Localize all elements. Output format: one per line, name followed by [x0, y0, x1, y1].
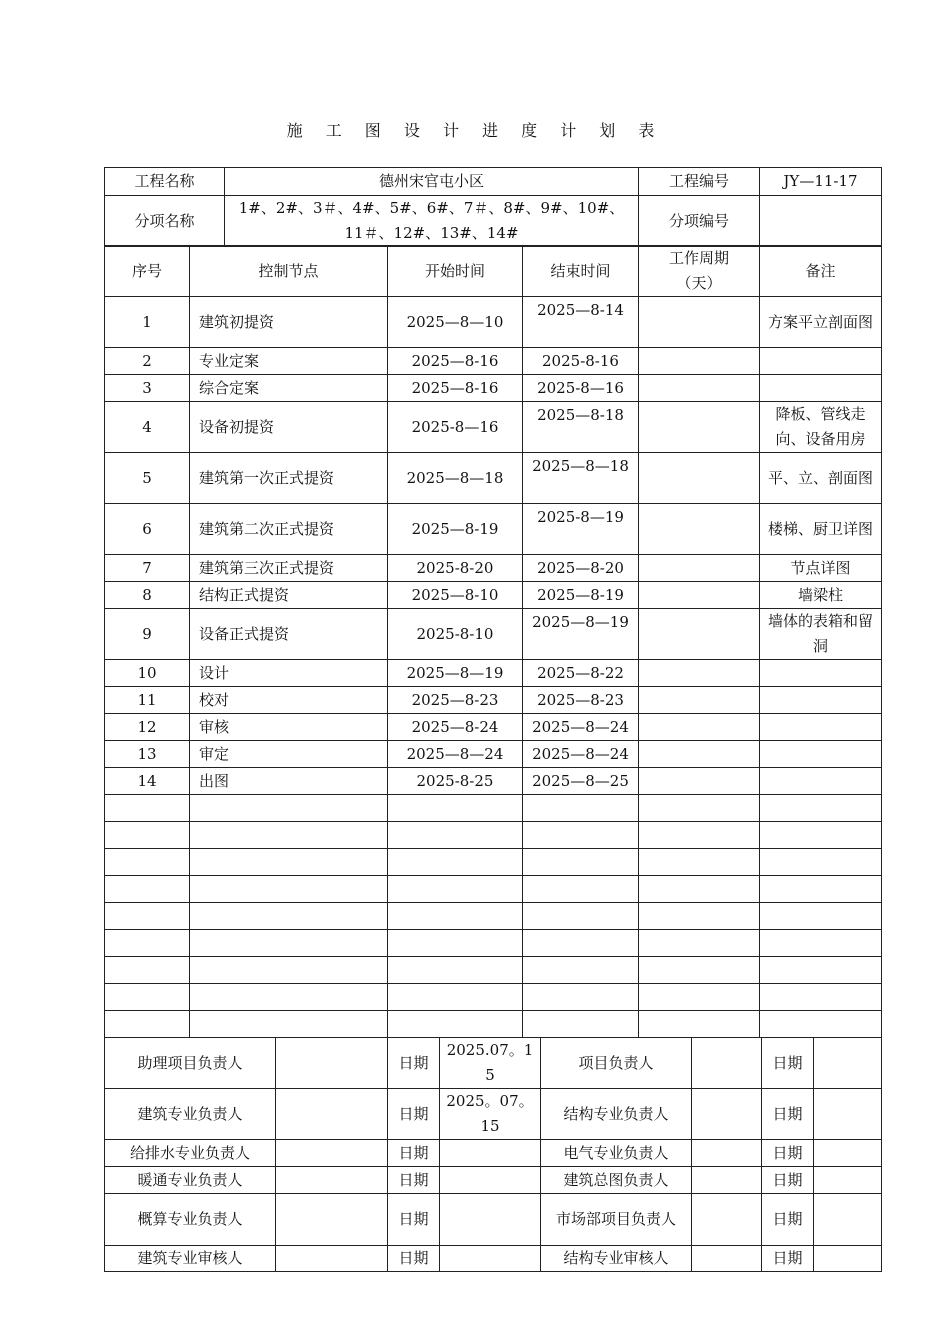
- row-seq: 7: [105, 555, 190, 582]
- empty-cell: [388, 930, 523, 957]
- col-node: 控制节点: [190, 246, 388, 297]
- row-start-time: 2025-8-20: [388, 555, 523, 582]
- empty-row: [105, 849, 882, 876]
- row-control-node: 审核: [190, 714, 388, 741]
- row-work-period: [639, 375, 760, 402]
- empty-row: [105, 930, 882, 957]
- row-start-time: 2025—8—10: [388, 297, 523, 348]
- table-row: [105, 660, 882, 687]
- row-end-time: 2025-8—16: [523, 375, 639, 402]
- table-row: [105, 582, 882, 609]
- signoff-date-label: 日期: [762, 1167, 814, 1194]
- empty-cell: [190, 876, 388, 903]
- row-control-node: 校对: [190, 687, 388, 714]
- row-work-period: [639, 453, 760, 504]
- empty-cell: [760, 876, 882, 903]
- row-control-node: 审定: [190, 741, 388, 768]
- signoff-date: [814, 1167, 882, 1194]
- signoff-date-label: 日期: [388, 1167, 440, 1194]
- empty-cell: [523, 795, 639, 822]
- row-control-node: 出图: [190, 768, 388, 795]
- row-remark: 节点详图: [760, 555, 882, 582]
- row-control-node: 综合定案: [190, 375, 388, 402]
- row-remark: [760, 348, 882, 375]
- signoff-signature: [276, 1167, 388, 1194]
- empty-cell: [760, 984, 882, 1011]
- row-end-time: 2025-8—19: [523, 504, 639, 555]
- row-start-time: 2025—8—18: [388, 453, 523, 504]
- signoff-signature: [276, 1194, 388, 1246]
- signoff-signature: [276, 1038, 388, 1089]
- row-remark: [760, 375, 882, 402]
- empty-cell: [190, 849, 388, 876]
- empty-cell: [523, 984, 639, 1011]
- empty-cell: [639, 1011, 760, 1038]
- table-row: [105, 297, 882, 348]
- empty-cell: [639, 984, 760, 1011]
- empty-cell: [639, 930, 760, 957]
- row-control-node: 建筑第二次正式提资: [190, 504, 388, 555]
- table-row: [105, 768, 882, 795]
- signoff-date: 2025。07。15: [440, 1089, 541, 1140]
- col-period: 工作周期（天）: [639, 246, 760, 297]
- empty-cell: [760, 795, 882, 822]
- empty-cell: [190, 822, 388, 849]
- row-seq: 1: [105, 297, 190, 348]
- signoff-role: 助理项目负责人: [105, 1038, 276, 1089]
- signoff-date-label: 日期: [388, 1140, 440, 1167]
- empty-cell: [388, 903, 523, 930]
- signoff-signature: [692, 1167, 762, 1194]
- signoff-date-label: 日期: [762, 1246, 814, 1272]
- project-no-label: 工程编号: [639, 168, 760, 196]
- row-start-time: 2025—8-16: [388, 348, 523, 375]
- column-header-row: [105, 246, 882, 297]
- empty-cell: [388, 984, 523, 1011]
- row-control-node: 结构正式提资: [190, 582, 388, 609]
- row-end-time: 2025—8-18: [523, 402, 639, 453]
- signoff-role: 项目负责人: [541, 1038, 692, 1089]
- signoff-signature: [692, 1140, 762, 1167]
- row-end-time: 2025—8-23: [523, 687, 639, 714]
- col-remark: 备注: [760, 246, 882, 297]
- empty-cell: [105, 822, 190, 849]
- row-work-period: [639, 348, 760, 375]
- empty-cell: [388, 822, 523, 849]
- table-row: [105, 402, 882, 453]
- empty-cell: [760, 1011, 882, 1038]
- row-end-time: 2025—8—24: [523, 741, 639, 768]
- header-table: [104, 167, 882, 247]
- empty-cell: [190, 795, 388, 822]
- empty-cell: [105, 930, 190, 957]
- row-remark: 降板、管线走向、设备用房: [760, 402, 882, 453]
- signoff-signature: [692, 1194, 762, 1246]
- row-control-node: 建筑第一次正式提资: [190, 453, 388, 504]
- schedule-table: [104, 245, 882, 1038]
- row-work-period: [639, 555, 760, 582]
- page-title: 施 工 图 设 计 进 度 计 划 表: [286, 121, 664, 140]
- row-seq: 14: [105, 768, 190, 795]
- table-row: [105, 714, 882, 741]
- row-seq: 11: [105, 687, 190, 714]
- empty-cell: [639, 849, 760, 876]
- empty-cell: [388, 876, 523, 903]
- empty-cell: [760, 903, 882, 930]
- signoff-role: 建筑专业审核人: [105, 1246, 276, 1272]
- empty-cell: [190, 984, 388, 1011]
- row-remark: [760, 714, 882, 741]
- row-end-time: 2025—8-14: [523, 297, 639, 348]
- row-work-period: [639, 402, 760, 453]
- row-seq: 2: [105, 348, 190, 375]
- row-control-node: 设备正式提资: [190, 609, 388, 660]
- table-row: [105, 555, 882, 582]
- table-row: [105, 609, 882, 660]
- signoff-role: 建筑总图负责人: [541, 1167, 692, 1194]
- signoff-role: 建筑专业负责人: [105, 1089, 276, 1140]
- empty-cell: [639, 795, 760, 822]
- row-work-period: [639, 660, 760, 687]
- signoff-date: [440, 1194, 541, 1246]
- table-row: [105, 504, 882, 555]
- empty-cell: [760, 957, 882, 984]
- signoff-signature: [692, 1038, 762, 1089]
- signoff-date-label: 日期: [388, 1246, 440, 1272]
- row-start-time: 2025—8-10: [388, 582, 523, 609]
- row-work-period: [639, 768, 760, 795]
- row-seq: 3: [105, 375, 190, 402]
- row-start-time: 2025—8-19: [388, 504, 523, 555]
- signoff-date: [814, 1089, 882, 1140]
- signoff-signature: [276, 1140, 388, 1167]
- row-end-time: 2025—8-19: [523, 582, 639, 609]
- empty-row: [105, 795, 882, 822]
- signoff-role: 概算专业负责人: [105, 1194, 276, 1246]
- sub-no: [760, 196, 882, 247]
- signoff-date: [814, 1038, 882, 1089]
- empty-cell: [523, 822, 639, 849]
- row-work-period: [639, 504, 760, 555]
- signoff-date: [440, 1167, 541, 1194]
- row-start-time: 2025—8-16: [388, 375, 523, 402]
- signoff-date: [440, 1140, 541, 1167]
- row-control-node: 建筑初提资: [190, 297, 388, 348]
- empty-cell: [639, 822, 760, 849]
- empty-cell: [639, 876, 760, 903]
- signoff-date-label: 日期: [388, 1194, 440, 1246]
- row-end-time: 2025—8-20: [523, 555, 639, 582]
- row-remark: [760, 768, 882, 795]
- row-start-time: 2025—8—24: [388, 741, 523, 768]
- table-row: [105, 348, 882, 375]
- row-seq: 10: [105, 660, 190, 687]
- empty-cell: [388, 957, 523, 984]
- empty-cell: [388, 795, 523, 822]
- row-start-time: 2025—8—19: [388, 660, 523, 687]
- row-work-period: [639, 741, 760, 768]
- empty-row: [105, 984, 882, 1011]
- signoff-signature: [692, 1089, 762, 1140]
- empty-cell: [760, 822, 882, 849]
- row-work-period: [639, 714, 760, 741]
- signoff-role: 结构专业审核人: [541, 1246, 692, 1272]
- signoff-role: 结构专业负责人: [541, 1089, 692, 1140]
- empty-cell: [190, 903, 388, 930]
- empty-cell: [190, 1011, 388, 1038]
- empty-row: [105, 957, 882, 984]
- empty-cell: [190, 957, 388, 984]
- row-start-time: 2025-8-25: [388, 768, 523, 795]
- col-end: 结束时间: [523, 246, 639, 297]
- table-row: [105, 687, 882, 714]
- row-start-time: 2025-8-10: [388, 609, 523, 660]
- empty-cell: [105, 876, 190, 903]
- signoff-date: [814, 1194, 882, 1246]
- signoff-date-label: 日期: [762, 1194, 814, 1246]
- row-work-period: [639, 609, 760, 660]
- signoff-date: [814, 1140, 882, 1167]
- empty-cell: [639, 903, 760, 930]
- row-remark: [760, 660, 882, 687]
- row-remark: 楼梯、厨卫详图: [760, 504, 882, 555]
- empty-cell: [523, 957, 639, 984]
- row-end-time: 2025—8—25: [523, 768, 639, 795]
- signoff-date: [440, 1246, 541, 1272]
- signoff-date-label: 日期: [762, 1038, 814, 1089]
- row-work-period: [639, 297, 760, 348]
- empty-cell: [190, 930, 388, 957]
- row-seq: 13: [105, 741, 190, 768]
- empty-cell: [105, 984, 190, 1011]
- signoff-table: [104, 1037, 882, 1272]
- row-remark: [760, 741, 882, 768]
- project-name: 德州宋官屯小区: [225, 168, 639, 196]
- empty-row: [105, 1011, 882, 1038]
- row-end-time: 2025—8—24: [523, 714, 639, 741]
- empty-cell: [523, 1011, 639, 1038]
- empty-cell: [523, 849, 639, 876]
- row-end-time: 2025—8-22: [523, 660, 639, 687]
- row-control-node: 建筑第三次正式提资: [190, 555, 388, 582]
- row-start-time: 2025—8-23: [388, 687, 523, 714]
- signoff-role: 给排水专业负责人: [105, 1140, 276, 1167]
- row-control-node: 专业定案: [190, 348, 388, 375]
- table-row: [105, 453, 882, 504]
- row-seq: 8: [105, 582, 190, 609]
- sub-name: 1#、2#、3＃、4#、5#、6#、7＃、8#、9#、10#、11＃、12#、13#、14#: [225, 196, 639, 247]
- row-control-node: 设备初提资: [190, 402, 388, 453]
- table-row: [105, 741, 882, 768]
- row-remark: 方案平立剖面图: [760, 297, 882, 348]
- empty-row: [105, 876, 882, 903]
- empty-cell: [523, 930, 639, 957]
- row-seq: 5: [105, 453, 190, 504]
- signoff-date-label: 日期: [388, 1089, 440, 1140]
- row-seq: 6: [105, 504, 190, 555]
- empty-cell: [760, 930, 882, 957]
- signoff-signature: [692, 1246, 762, 1272]
- empty-cell: [388, 1011, 523, 1038]
- empty-cell: [523, 903, 639, 930]
- sub-name-label: 分项名称: [105, 196, 225, 247]
- col-start: 开始时间: [388, 246, 523, 297]
- signoff-date: 2025.07。15: [440, 1038, 541, 1089]
- row-end-time: 2025—8—19: [523, 609, 639, 660]
- signoff-role: 电气专业负责人: [541, 1140, 692, 1167]
- col-seq: 序号: [105, 246, 190, 297]
- row-control-node: 设计: [190, 660, 388, 687]
- signoff-signature: [276, 1089, 388, 1140]
- signoff-signature: [276, 1246, 388, 1272]
- row-seq: 9: [105, 609, 190, 660]
- row-seq: 4: [105, 402, 190, 453]
- empty-row: [105, 903, 882, 930]
- row-work-period: [639, 687, 760, 714]
- signoff-date-label: 日期: [762, 1089, 814, 1140]
- table-row: [105, 375, 882, 402]
- project-no: JY—11-17: [760, 168, 882, 196]
- empty-cell: [105, 1011, 190, 1038]
- signoff-date: [814, 1246, 882, 1272]
- empty-cell: [639, 957, 760, 984]
- row-start-time: 2025—8-24: [388, 714, 523, 741]
- row-remark: 墙体的表箱和留洞: [760, 609, 882, 660]
- row-end-time: 2025-8-16: [523, 348, 639, 375]
- empty-cell: [105, 903, 190, 930]
- empty-cell: [105, 849, 190, 876]
- row-seq: 12: [105, 714, 190, 741]
- empty-cell: [105, 957, 190, 984]
- empty-cell: [523, 876, 639, 903]
- empty-cell: [388, 849, 523, 876]
- signoff-role: 市场部项目负责人: [541, 1194, 692, 1246]
- row-end-time: 2025—8—18: [523, 453, 639, 504]
- signoff-role: 暖通专业负责人: [105, 1167, 276, 1194]
- sub-no-label: 分项编号: [639, 196, 760, 247]
- row-remark: [760, 687, 882, 714]
- row-work-period: [639, 582, 760, 609]
- empty-cell: [105, 795, 190, 822]
- row-remark: 墙梁柱: [760, 582, 882, 609]
- signoff-date-label: 日期: [762, 1140, 814, 1167]
- row-remark: 平、立、剖面图: [760, 453, 882, 504]
- signoff-date-label: 日期: [388, 1038, 440, 1089]
- row-start-time: 2025-8—16: [388, 402, 523, 453]
- project-name-label: 工程名称: [105, 168, 225, 196]
- empty-row: [105, 822, 882, 849]
- empty-cell: [760, 849, 882, 876]
